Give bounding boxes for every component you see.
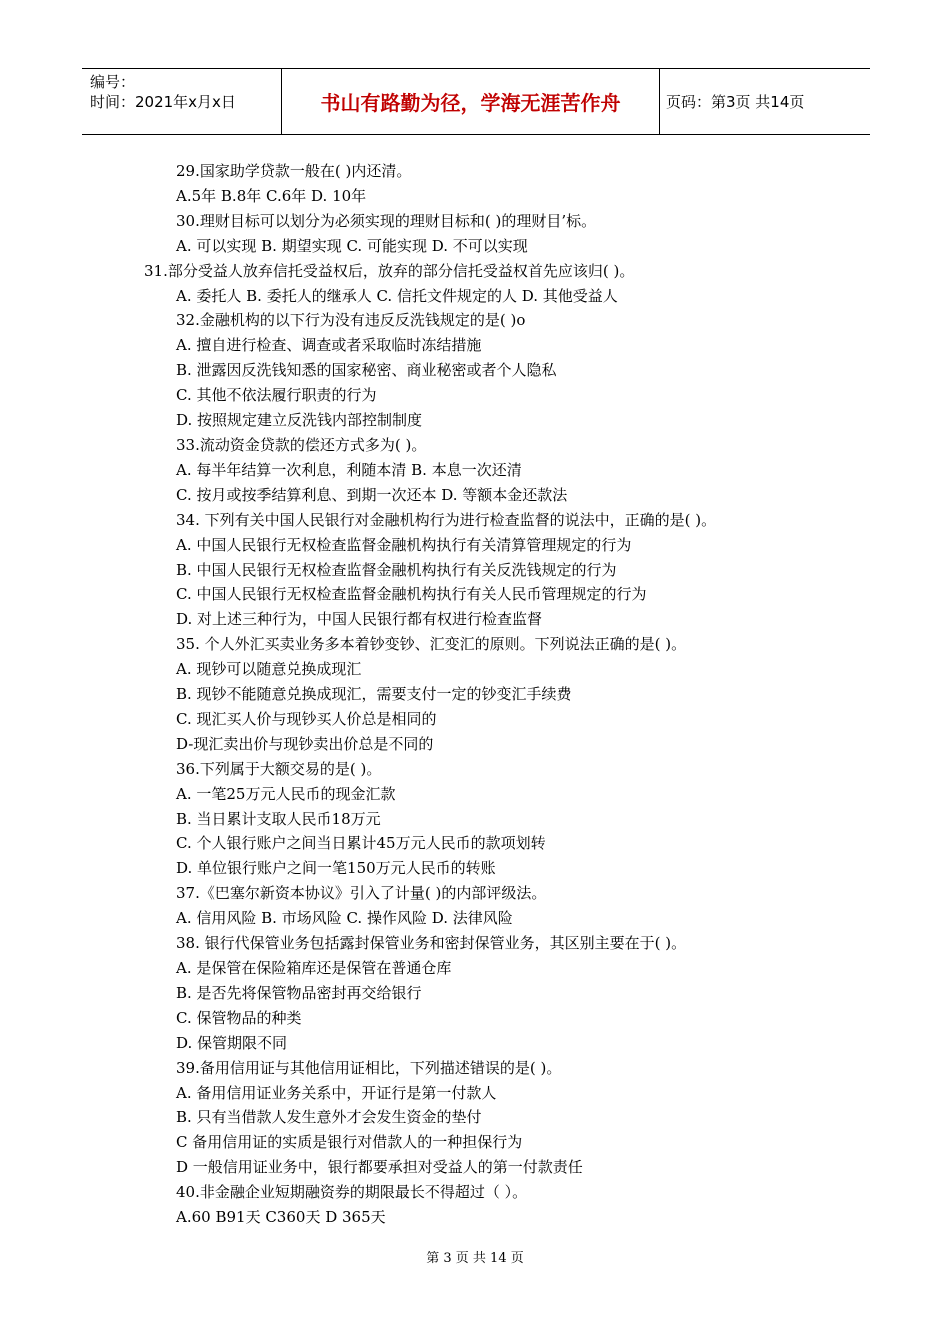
question-list [144, 159, 876, 1230]
text-line: B. 中国人民银行无权检查监督金融机构执行有关反洗钱规定的行为 [176, 560, 617, 579]
text-line: 37.《巴塞尔新资本协议》引入了计量( )的内部评级法。 [176, 884, 547, 903]
text-line: 29.国家助学贷款一般在( )内还清。 [176, 162, 412, 180]
page-header [82, 68, 870, 135]
text-line: 31.部分受益人放弃信托受益权后，放弃的部分信托受益权首先应该归( )。 [144, 261, 635, 280]
text-line: A. 备用信用证业务关系中，开证行是第一付款人 [176, 1083, 497, 1102]
text-line: 39.备用信用证与其他信用证相比，下列描述错误的是( )。 [176, 1058, 562, 1077]
header-motto: 书山有路勤为径，学海无涯苦作舟 [282, 69, 660, 134]
text-line: C. 现汇买人价与现钞买人价总是相同的 [176, 709, 437, 728]
text-line: B. 是否先将保管物品密封再交给银行 [176, 983, 422, 1002]
text-line: B. 当日累计支取人民币18万元 [176, 809, 381, 828]
text-line: D 一般信用证业务中，银行都要承担对受益人的第一付款责任 [176, 1158, 583, 1177]
text-line: C. 中国人民银行无权检查监督金融机构执行有关人民币管理规定的行为 [176, 585, 647, 604]
text-line: A. 委托人 B. 委托人的继承人 C. 信托文件规定的人 D. 其他受益人 [176, 286, 618, 305]
text-line: A. 现钞可以随意兑换成现汇 [176, 660, 362, 679]
text-line: C. 其他不依法履行职责的行为 [176, 386, 377, 405]
text-line: D. 单位银行账户之间一笔150万元人民币的转账 [176, 859, 496, 878]
text-line: C 备用信用证的实质是银行对借款人的一种担保行为 [176, 1133, 523, 1152]
text-line: A. 擅自进行检查、调查或者采取临时冻结措施 [176, 336, 482, 355]
text-line: 34. 下列有关中国人民银行对金融机构行为进行检查监督的说法中，正确的是( )。 [176, 510, 717, 529]
text-line: A.5年 B.8年 C.6年 D. 10年 [176, 186, 367, 205]
page-footer: 第 3 页 共 14 页 [426, 1251, 524, 1266]
text-line: B. 只有当借款人发生意外才会发生资金的垫付 [176, 1108, 482, 1127]
text-line: A. 信用风险 B. 市场风险 C. 操作风险 D. 法律风险 [176, 909, 513, 928]
text-line: 35. 个人外汇买卖业务多本着钞变钞、汇变汇的原则。下列说法正确的是( )。 [176, 635, 687, 654]
text-line: B. 现钞不能随意兑换成现汇，需要支付一定的钞变汇手续费 [176, 685, 572, 704]
text-line: D. 对上述三种行为，中国人民银行都有权进行检查监督 [176, 610, 543, 629]
text-line: A. 每半年结算一次利息，利随本清 B. 本息一次还清 [176, 460, 522, 479]
text-line: 36.下列属于大额交易的是( )。 [176, 759, 382, 778]
text-line: A.60 B91天 C360天 D 365天 [176, 1208, 386, 1227]
text-line: A. 一笔25万元人民币的现金汇款 [176, 784, 396, 803]
text-line: D-现汇卖出价与现钞卖出价总是不同的 [176, 734, 434, 753]
text-line: D. 按照规定建立反洗钱内部控制制度 [176, 411, 423, 430]
text-line: 33.流动资金贷款的偿还方式多为( )。 [176, 435, 427, 454]
text-line: A. 中国人民银行无权检查监督金融机构执行有关清算管理规定的行为 [176, 535, 632, 554]
doc-time-label: 时间：2021年x月x日 [90, 93, 236, 111]
text-line: B. 泄露因反洗钱知悉的国家秘密、商业秘密或者个人隐私 [176, 361, 557, 380]
doc-number-label: 编号： [90, 73, 136, 91]
text-line: C. 个人银行账户之间当日累计45万元人民币的款项划转 [176, 834, 546, 853]
text-line: 32.金融机构的以下行为没有违反反洗钱规定的是( )o [176, 311, 526, 330]
header-page-info: 页码：第3页 共14页 [666, 93, 805, 111]
text-line: D. 保管期限不同 [176, 1033, 288, 1052]
text-line: 30.理财目标可以划分为必须实现的理财目标和( )的理财目’标。 [176, 211, 597, 230]
text-line: C. 按月或按季结算利息、到期一次还本 D. 等额本金还款法 [176, 485, 568, 504]
text-line: 38. 银行代保管业务包括露封保管业务和密封保管业务，其区别主要在于( )。 [176, 934, 687, 953]
text-line: A. 是保管在保险箱库还是保管在普通仓库 [176, 959, 452, 977]
header-meta-cell [82, 69, 282, 134]
text-line: A. 可以实现 B. 期望实现 C. 可能实现 D. 不可以实现 [176, 236, 528, 255]
text-line: C. 保管物品的种类 [176, 1008, 302, 1027]
text-line: 40.非金融企业短期融资券的期限最长不得超过（ ）。 [176, 1183, 528, 1202]
